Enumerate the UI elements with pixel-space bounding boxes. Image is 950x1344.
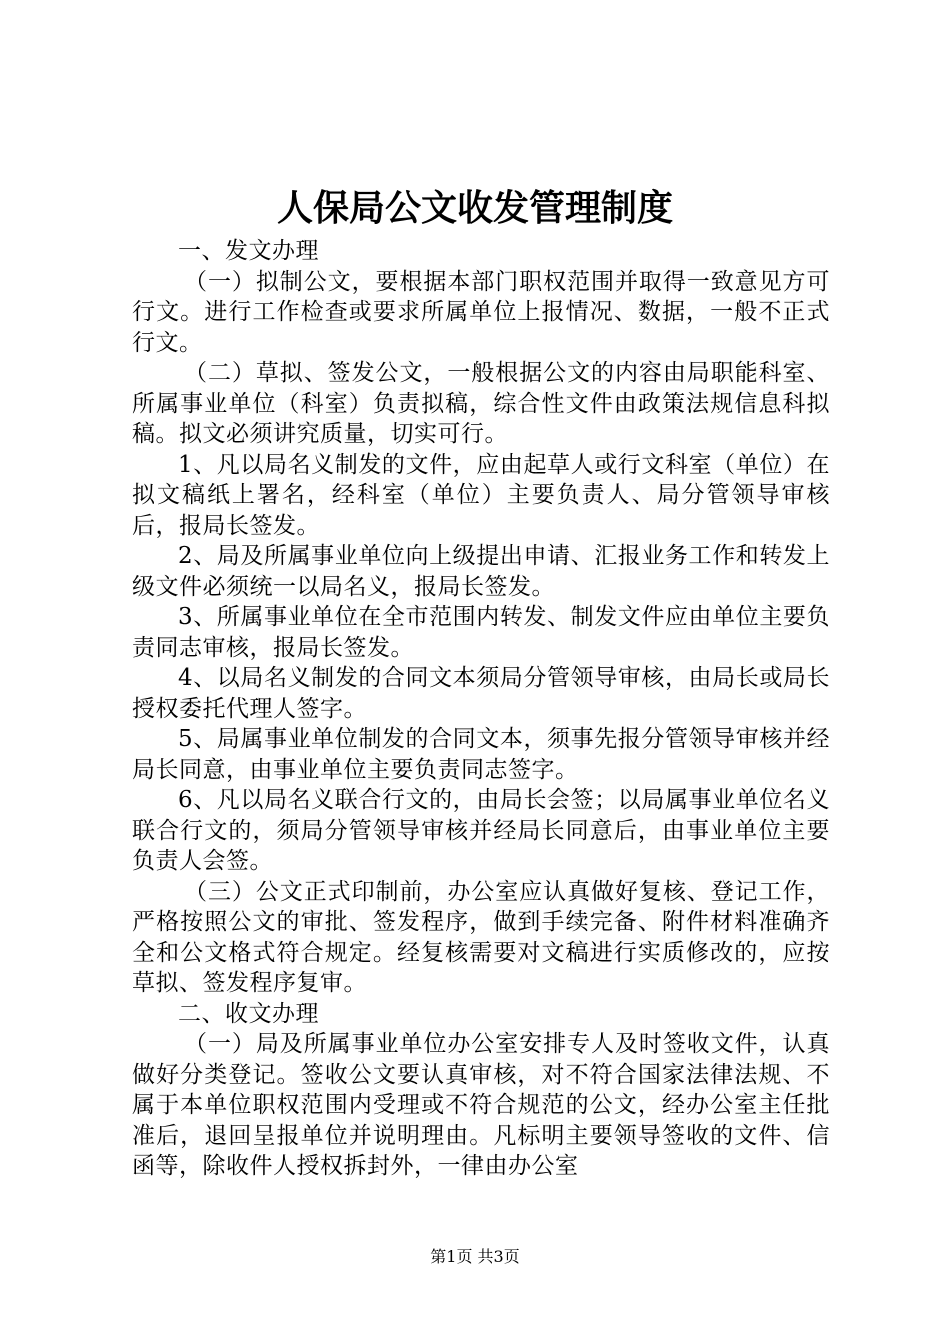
list-item: 6、凡以局名义联合行文的，由局长会签；以局属事业单位名义联合行文的，须局分管领导审核并经局长同意后，由事业单位主要负责人会签。 [132, 787, 830, 874]
section-heading-2: 二、收文办理 [178, 1000, 319, 1027]
list-item: 2、局及所属事业单位向上级提出申请、汇报业务工作和转发上级文件必须统一以局名义，报局长签发。 [132, 543, 830, 600]
list-item: 3、所属事业单位在全市范围内转发、制发文件应由单位主要负责同志审核，报局长签发。 [132, 604, 830, 661]
list-item: 5、局属事业单位制发的合同文本，须事先报分管领导审核并经局长同意，由事业单位主要负责同志签字。 [132, 726, 830, 783]
page-footer: 第1页 共3页 [430, 1247, 520, 1266]
paragraph: （一）局及所属事业单位办公室安排专人及时签收文件，认真做好分类登记。签收公文要认真审核，对不符合国家法律法规、不属于本单位职权范围内受理或不符合规范的公文，经办公室主任批准后，退回呈报单位并说明理由。凡标明主要领导签收的文件、信函等，除收件人授权拆封外，一律由办公室 [132, 1031, 830, 1179]
list-item: 1、凡以局名义制发的文件，应由起草人或行文科室（单位）在拟文稿纸上署名，经科室（单位）主要负责人、局分管领导审核后，报局长签发。 [132, 451, 830, 539]
paragraph: （一）拟制公文，要根据本部门职权范围并取得一致意见方可行文。进行工作检查或要求所属单位上报情况、数据，一般不正式行文。 [132, 268, 830, 356]
section-heading-1: 一、发文办理 [178, 238, 319, 264]
document-body [132, 236, 830, 1182]
page-title: 人保局公文收发管理制度 [276, 187, 673, 229]
list-item: 4、以局名义制发的合同文本须局分管领导审核，由局长或局长授权委托代理人签字。 [132, 665, 830, 722]
paragraph: （二）草拟、签发公文，一般根据公文的内容由局职能科室、所属事业单位（科室）负责拟稿，综合性文件由政策法规信息科拟稿。拟文必须讲究质量，切实可行。 [132, 360, 830, 447]
paragraph: （三）公文正式印制前，办公室应认真做好复核、登记工作，严格按照公文的审批、签发程序，做到手续完备、附件材料准确齐全和公文格式符合规定。经复核需要对文稿进行实质修改的，应按草拟、签发程序复审。 [132, 878, 830, 996]
